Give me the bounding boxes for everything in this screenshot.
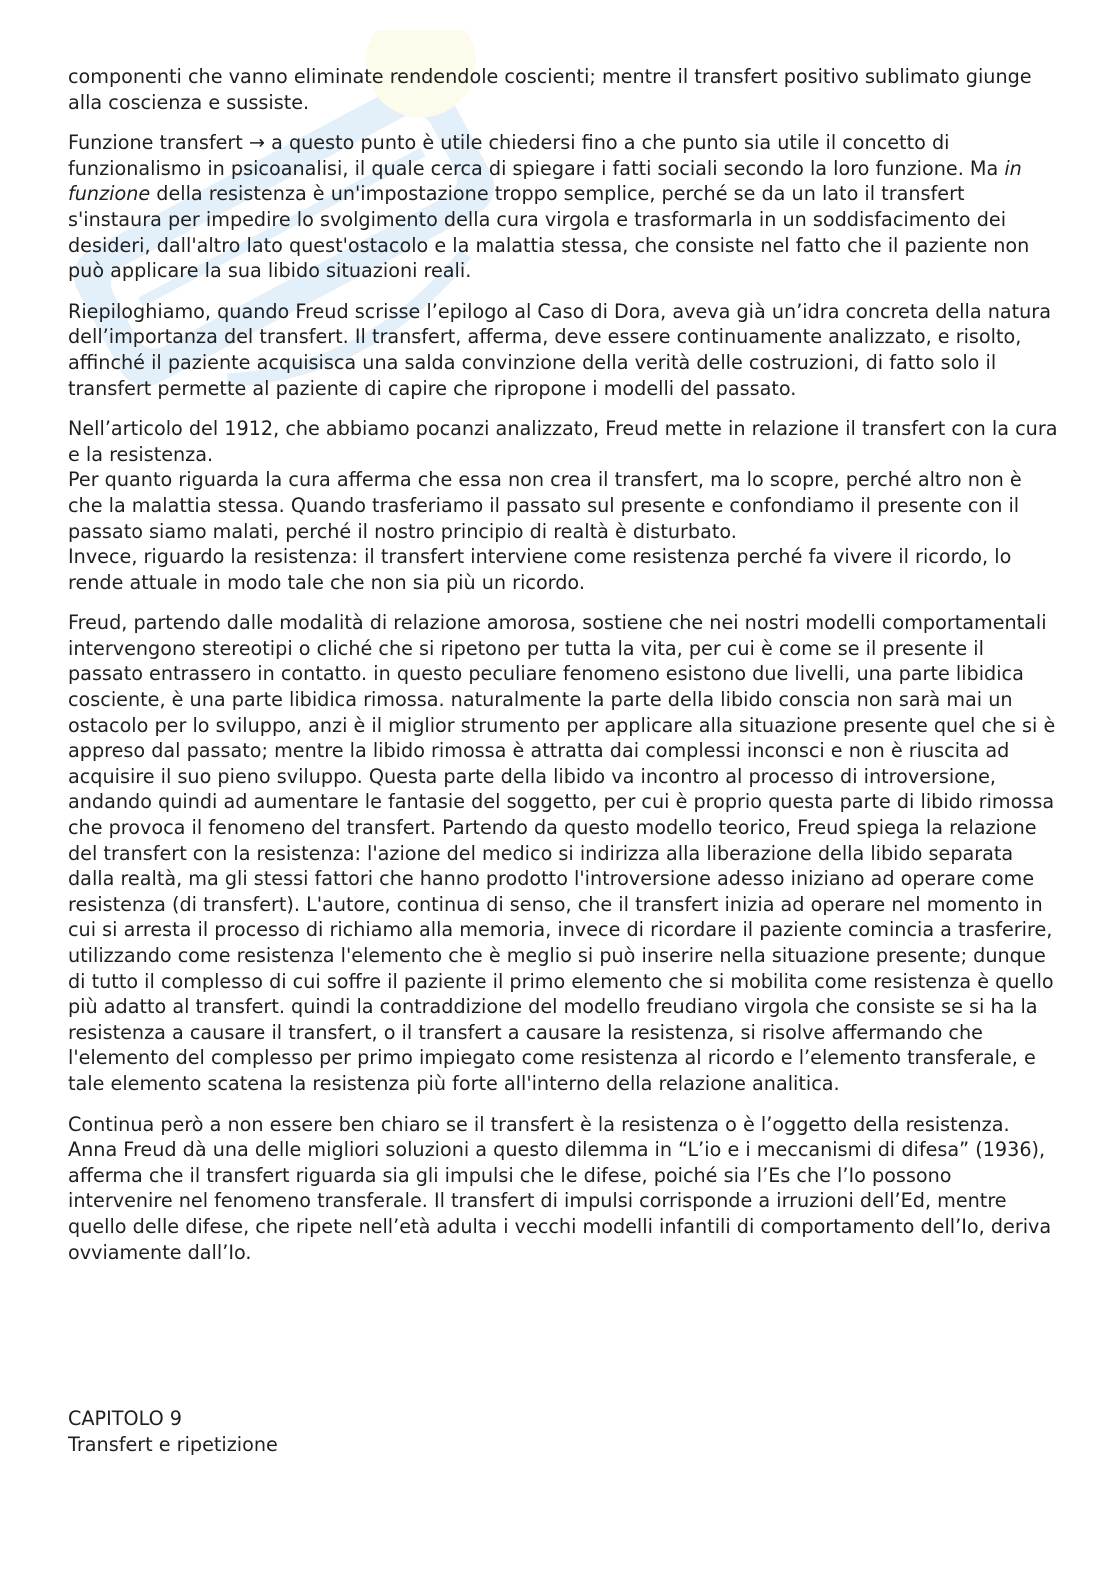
paragraph-4-line-1: Nell’articolo del 1912, che abbiamo pocanzi analizzato, Freud mette in relazione il transfert con la cura e la resistenza. [68, 417, 1058, 466]
paragraph-6: Continua però a non essere ben chiaro se il transfert è la resistenza o è l’oggetto della resistenza. Anna Freud dà una delle migliori soluzioni a questo dilemma in “L’io e i meccanismi di difesa” (1936), afferma che il transfert riguarda sia gli impulsi che le difese, poiché sia l’Es che l’Io possono intervenire nel fenomeno transferale. Il transfert di impulsi corrisponde a irruzioni dell’Ed, mentre quello delle difese, che ripete nell’età adulta i vecchi modelli infantili di comportamento dell’Io, deriva ovviamente dall’Io. [68, 1112, 1052, 1264]
chapter-number: CAPITOLO 9 [68, 1407, 182, 1430]
paragraph-2 [68, 130, 1058, 284]
paragraph-2-text-b: della resistenza è un'impostazione troppo semplice, perché se da un lato il transfert s'instaura per impedire lo svolgimento della cura virgola e trasformarla in un soddisfacimento dei desideri, dall'altro lato quest'ostacolo e la malattia stessa, che consiste nel fatto che il paziente non può applicare la sua libido situazioni reali. [68, 182, 1030, 283]
paragraph-3: Riepiloghiamo, quando Freud scrisse l’epilogo al Caso di Dora, aveva già un’idra concreta della natura dell’importanza del transfert. Il transfert, afferma, deve essere continuamente analizzato, e risolto, affinché il paziente acquisisca una salda convinzione della verità delle costruzioni, di fatto solo il transfert permette al paziente di capire che ripropone i modelli del passato. [68, 299, 1051, 400]
arrow-right-icon: → [248, 131, 266, 155]
paragraph-2-italic: in funzione [68, 156, 1022, 206]
paragraph-2-lead: Funzione transfert [68, 131, 243, 155]
chapter-heading [68, 1406, 278, 1457]
paragraph-1: componenti che vanno eliminate rendendole coscienti; mentre il transfert positivo sublimato giunge alla coscienza e sussiste. [68, 65, 1032, 114]
document-body [68, 64, 1058, 1280]
paragraph-4 [68, 416, 1058, 595]
paragraph-2-text-a: a questo punto è utile chiedersi fino a che punto sia utile il concetto di funzionalismo in psicoanalisi, il quale cerca di spiegare i fatti sociali secondo la loro funzione. Ma [68, 131, 1005, 180]
chapter-title: Transfert e ripetizione [68, 1432, 278, 1456]
paragraph-4-line-2: Per quanto riguarda la cura afferma che essa non crea il transfert, ma lo scopre, perché altro non è che la malattia stessa. Quando trasferiamo il passato sul presente e confondiamo il presente con il passato siamo malati, perché il nostro principio di realtà è disturbato. [68, 468, 1022, 543]
paragraph-5: Freud, partendo dalle modalità di relazione amorosa, sostiene che nei nostri modelli comportamentali intervengono stereotipi o cliché che si ripetono per tutta la vita, per cui è come se il presente il passato entrassero in contatto. in questo peculiare fenomeno esistono due livelli, una parte libidica cosciente, è una parte libidica rimossa. naturalmente la parte della libido conscia non sarà mai un ostacolo per lo sviluppo, anzi è il miglior strumento per applicare alla situazione presente quel che si è appreso dal passato; mentre la libido rimossa è attratta dai complessi inconsci e non è riuscita ad acquisire il suo pieno sviluppo. Questa parte della libido va incontro al processo di introversione, andando quindi ad aumentare le fantasie del soggetto, per cui è proprio questa parte di libido rimossa che provoca il fenomeno del transfert. Partendo da questo modello teorico, Freud spiega la relazione del transfert con la resistenza: l'azione del medico si indirizza alla liberazione della libido separata dalla realtà, ma gli stessi fattori che hanno prodotto l'introversione adesso iniziano ad operare come resistenza (di transfert). L'autore, continua di senso, che il transfert inizia ad operare nel momento in cui si arresta il processo di richiamo alla memoria, invece di ricordare il paziente comincia a trasferire, utilizzando come resistenza l'elemento che è meglio si può inserire nella situazione presente; dunque di tutto il complesso di cui soffre il paziente il primo elemento che si mobilita come resistenza è quello più adatto al transfert. quindi la contraddizione del modello freudiano virgola che consiste se si ha la resistenza a causare il transfert, o il transfert a causare la resistenza, si risolve affermando che l'elemento del complesso per primo impiegato come resistenza al ricordo e l’elemento transferale, e tale elemento scatena la resistenza più forte all'interno della relazione analitica. [68, 611, 1056, 1095]
paragraph-4-line-3: Invece, riguardo la resistenza: il transfert interviene come resistenza perché fa vivere il ricordo, lo rende attuale in modo tale che non sia più un ricordo. [68, 545, 1012, 594]
